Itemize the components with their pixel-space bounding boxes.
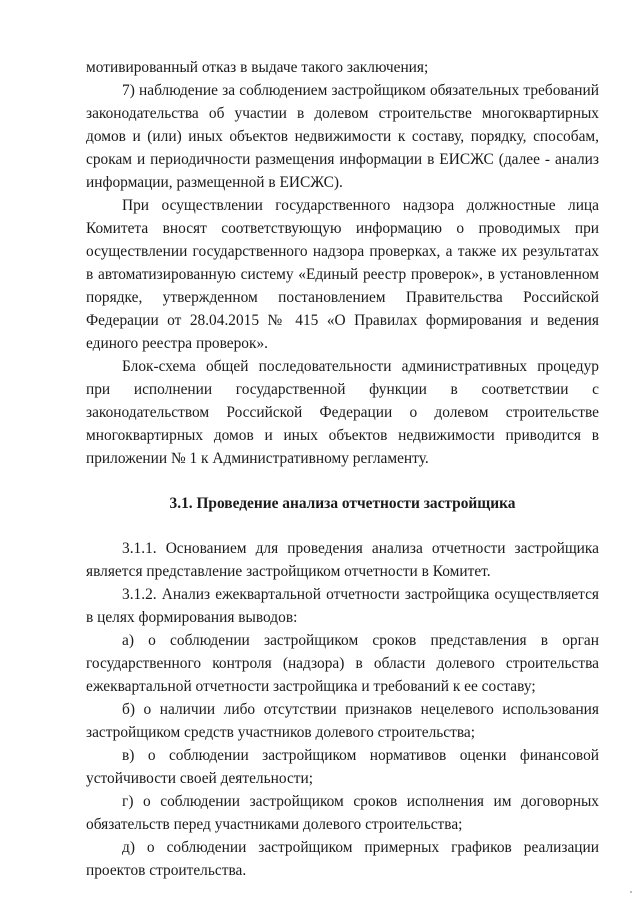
document-body bbox=[86, 56, 599, 882]
list-item-d: д) о соблюдении застройщиком примерных графиков реализации проектов строительства. bbox=[86, 839, 599, 879]
paragraph-item-7: 7) наблюдение за соблюдением застройщиком обязательных требований законодательства об участии в долевом строительстве многоквартирных домов и (или) иных объектов недвижимости к составу, порядку, способам, срокам и периодичности размещения информации в ЕИСЖС (далее - анализ информации, размещенной в ЕИСЖС). bbox=[86, 82, 599, 191]
section-heading: 3.1. Проведение анализа отчетности застройщика bbox=[169, 495, 516, 512]
list-item-b: б) о наличии либо отсутствии признаков нецелевого использования застройщиком средств участников долевого строительства; bbox=[86, 701, 599, 741]
paragraph-block-diagram: Блок-схема общей последовательности административных процедур при исполнении государственной функции в соответствии с законодательством Российской Федерации о долевом строительстве многоквартирных домов и иных объектов недвижимости приводится в приложении № 1 к Административному регламенту. bbox=[86, 358, 599, 467]
scan-speck bbox=[630, 891, 632, 893]
paragraph-continuation: мотивированный отказ в выдаче такого заключения; bbox=[86, 59, 429, 76]
paragraph-inspection-registry: При осуществлении государственного надзора должностные лица Комитета вносят соответствующую информацию о проводимых при осуществлении государственного надзора проверках, а также их результатах в автоматизированную систему «Единый реестр проверок», в установленном порядке, утвержденном постановлением Правительства Российской Федерации от 28.04.2015 № 415 «О Правилах формирования и ведения единого реестра проверок». bbox=[86, 197, 599, 352]
list-item-a: а) о соблюдении застройщиком сроков представления в орган государственного контроля (надзора) в области долевого строительства ежеквартальной отчетности застройщика и требований к ее составу; bbox=[86, 632, 599, 695]
list-item-v: в) о соблюдении застройщиком нормативов оценки финансовой устойчивости своей деятельности; bbox=[86, 747, 599, 787]
paragraph-3-1-1: 3.1.1. Основанием для проведения анализа отчетности застройщика является представление застройщиком отчетности в Комитет. bbox=[86, 540, 599, 580]
list-item-g: г) о соблюдении застройщиком сроков исполнения им договорных обязательств перед участниками долевого строительства; bbox=[86, 793, 599, 833]
paragraph-3-1-2: 3.1.2. Анализ ежеквартальной отчетности застройщика осуществляется в целях формирования выводов: bbox=[86, 586, 599, 626]
